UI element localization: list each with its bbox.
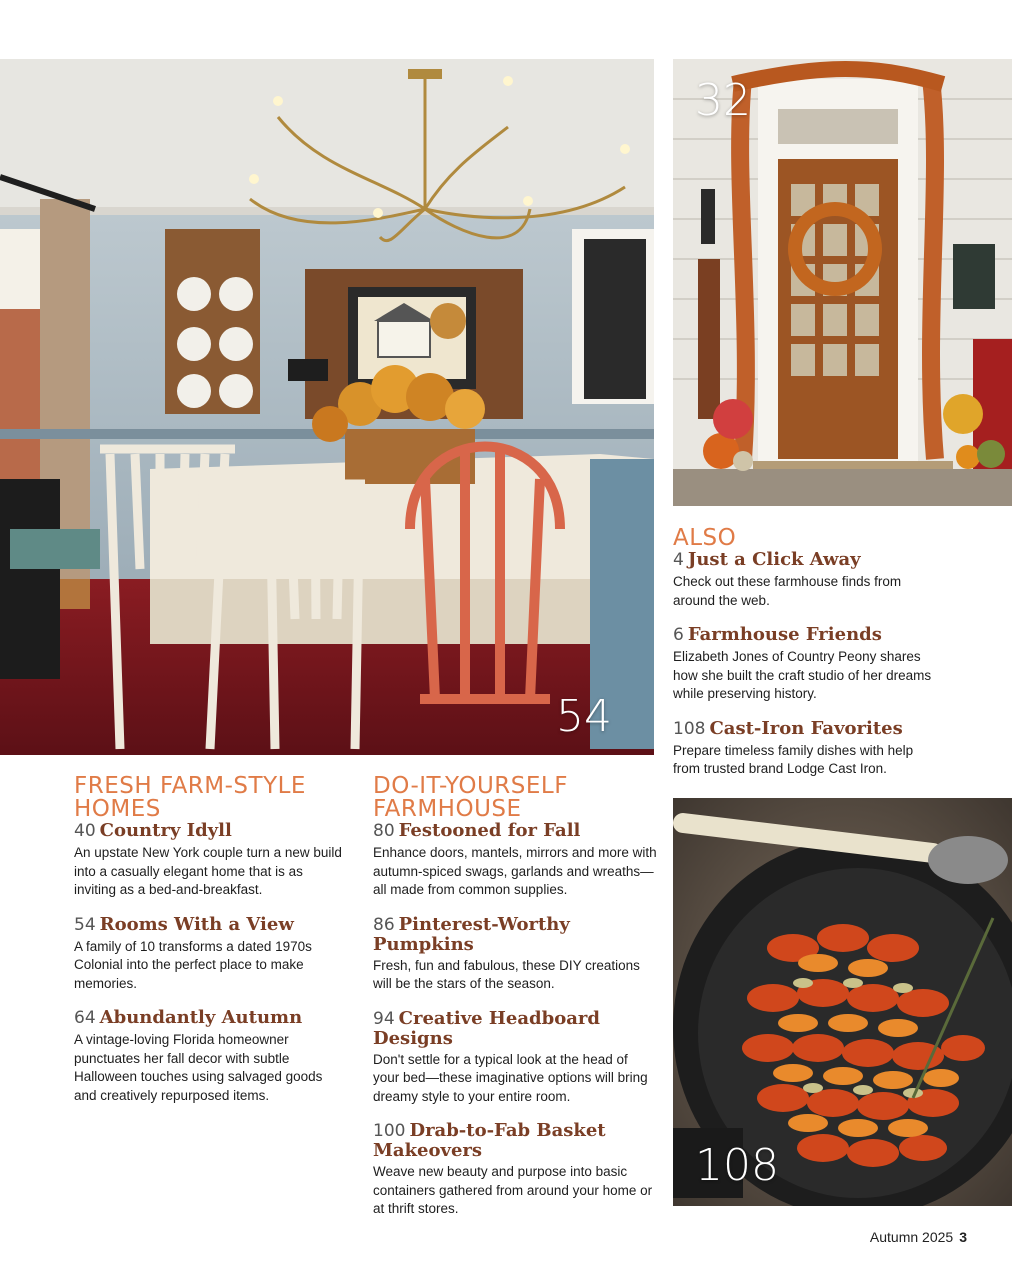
article-title: Rooms With a View (99, 913, 294, 935)
toc-entry[interactable] (673, 719, 943, 779)
article-title: Country Idyll (99, 820, 232, 841)
photo-page-number: 108 (695, 1140, 779, 1191)
photo-page-number: 54 (556, 691, 612, 742)
toc-entry[interactable] (373, 1009, 657, 1107)
article-description: Weave new beauty and purpose into basic containers gathered from around your home or at thrift stores. (373, 1164, 653, 1216)
toc-entry[interactable] (74, 821, 344, 900)
dining-room-photo (0, 59, 654, 755)
article-title: Drab-to-Fab Basket Makeovers (373, 1120, 606, 1161)
dining-room-illustration (0, 59, 654, 755)
article-description: Check out these farmhouse finds from around the web. (673, 574, 902, 608)
article-description: Prepare timeless family dishes with help from trusted brand Lodge Cast Iron. (673, 742, 914, 776)
toc-entry[interactable] (373, 915, 657, 994)
toc-entry[interactable] (74, 915, 344, 994)
article-description: A vintage-loving Florida homeowner punctuates her fall decor with subtle Halloween touches using salvaged goods and creatively repurposed items. (74, 1032, 323, 1103)
page-number: 94 (373, 1008, 395, 1029)
also-section (673, 527, 943, 779)
article-title: Creative Headboard Designs (373, 1007, 600, 1049)
issue-label: Autumn 2025 (869, 1229, 954, 1245)
section-heading: FRESH FARM-STYLE HOMES (74, 773, 306, 822)
toc-entry[interactable] (74, 1008, 344, 1105)
article-description: An upstate New York couple turn a new build into a casually elegant home that is as inviting as a bed-and-breakfast. (74, 845, 342, 897)
article-title: Festooned for Fall (398, 820, 581, 841)
article-title: Pinterest-Worthy Pumpkins (373, 913, 570, 955)
page-number: 6 (673, 625, 684, 645)
toc-entry[interactable] (373, 821, 657, 900)
toc-entry[interactable] (673, 625, 943, 704)
porch-illustration (673, 59, 1012, 506)
diy-section (373, 775, 657, 1219)
folio-page-number: 3 (959, 1229, 967, 1245)
article-title: Cast-Iron Favorites (709, 717, 903, 739)
page-number: 54 (74, 914, 96, 935)
article-description: Don't settle for a typical look at the head of your bed—these imaginative options will bring dreamy style to your entire room. (373, 1051, 648, 1104)
toc-entry[interactable] (673, 550, 943, 610)
page-number: 64 (74, 1008, 96, 1028)
page-number: 108 (673, 718, 706, 739)
article-description: Enhance doors, mantels, mirrors and more with autumn-spiced swags, garlands and wreaths—all made from common supplies. (373, 845, 657, 897)
toc-entry[interactable] (373, 1121, 657, 1219)
porch-photo (673, 59, 1012, 506)
page-number: 80 (373, 821, 395, 841)
homes-section (74, 775, 344, 1105)
article-title: Just a Click Away (687, 549, 861, 570)
article-description: Elizabeth Jones of Country Peony shares how she built the craft studio of her dreams while preserving history. (673, 649, 932, 701)
page-footer (870, 1229, 967, 1245)
page-number: 86 (373, 914, 395, 935)
page-number: 100 (373, 1121, 406, 1141)
skillet-photo (673, 798, 1012, 1206)
article-description: Fresh, fun and fabulous, these DIY creations will be the stars of the season. (373, 957, 640, 991)
article-description: A family of 10 transforms a dated 1970s Colonial into the perfect place to make memories. (74, 938, 312, 991)
article-title: Farmhouse Friends (687, 624, 882, 645)
section-heading: ALSO (673, 525, 737, 551)
page-number: 4 (673, 550, 684, 570)
section-heading: DO-IT-YOURSELF FARMHOUSE (373, 773, 568, 822)
article-title: Abundantly Autumn (99, 1007, 303, 1028)
photo-page-number: 32 (695, 75, 751, 126)
page-number: 40 (74, 821, 96, 841)
